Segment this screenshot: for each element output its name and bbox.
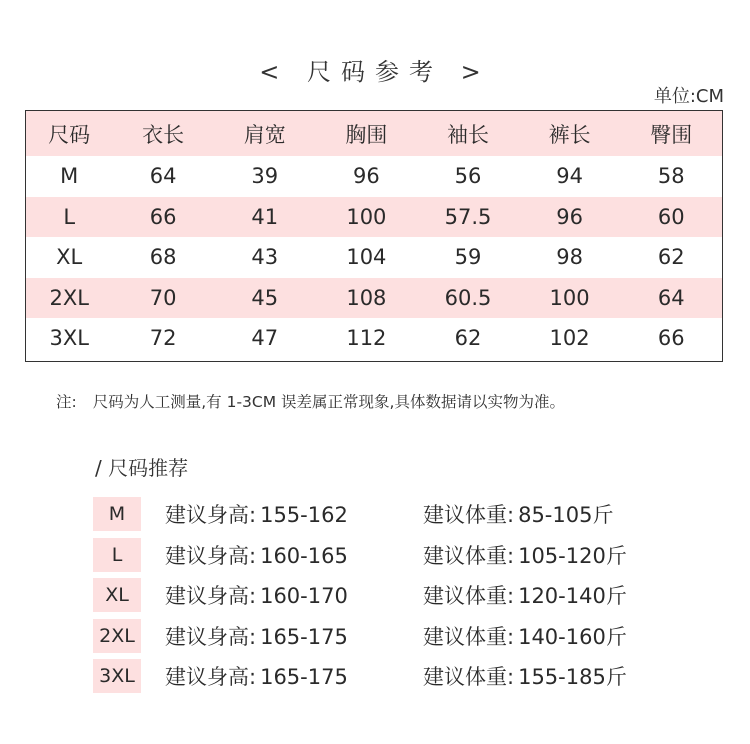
header-cell: 臀围 xyxy=(650,122,693,147)
table-cell: 58 xyxy=(657,164,685,189)
table-cell: 100 xyxy=(346,204,387,229)
weight-value: 85-105斤 xyxy=(518,503,614,528)
weight-value: 155-185斤 xyxy=(518,665,627,690)
recommend-row xyxy=(93,656,713,697)
table-cell: 2XL xyxy=(49,285,89,310)
table-cell: 45 xyxy=(251,285,279,310)
height-label: 建议身高: xyxy=(165,624,257,649)
table-row xyxy=(26,318,722,359)
table-cell: 102 xyxy=(549,326,590,351)
size-badge: 3XL xyxy=(93,659,141,693)
table-cell: 62 xyxy=(454,326,482,351)
table-cell: 64 xyxy=(149,164,177,189)
height-recommendation xyxy=(165,540,423,570)
recommend-row xyxy=(93,616,713,657)
table-cell: 112 xyxy=(346,326,387,351)
weight-value: 105-120斤 xyxy=(518,543,627,568)
table-cell: XL xyxy=(56,245,83,270)
table-cell: 96 xyxy=(556,204,583,229)
weight-label: 建议体重: xyxy=(423,503,515,528)
table-cell: 3XL xyxy=(49,326,89,351)
size-badge: M xyxy=(93,497,141,531)
recommend-title: / 尺码推荐 xyxy=(95,456,189,480)
recommend-row xyxy=(93,575,713,616)
table-cell: 100 xyxy=(549,285,590,310)
height-value: 165-175 xyxy=(260,624,348,649)
header-cell: 裤长 xyxy=(548,122,591,147)
weight-label: 建议体重: xyxy=(423,624,515,649)
note-label: 注: xyxy=(56,393,77,411)
measurement-note xyxy=(56,390,565,412)
table-cell: 60.5 xyxy=(444,285,492,310)
recommend-list xyxy=(93,494,713,697)
table-cell: 64 xyxy=(657,285,685,310)
table-cell: 39 xyxy=(251,164,279,189)
table-cell: 47 xyxy=(251,326,279,351)
height-recommendation xyxy=(165,580,423,610)
table-cell: 96 xyxy=(353,164,380,189)
unit-label: 单位:CM xyxy=(653,86,724,107)
table-cell: 104 xyxy=(346,245,387,270)
size-table xyxy=(25,110,723,362)
weight-value: 120-140斤 xyxy=(518,584,627,609)
weight-label: 建议体重: xyxy=(423,543,515,568)
height-value: 160-170 xyxy=(260,584,348,609)
table-cell: 59 xyxy=(454,245,482,270)
table-header-row xyxy=(26,111,722,156)
weight-recommendation xyxy=(423,621,627,651)
height-label: 建议身高: xyxy=(165,543,257,568)
table-cell: L xyxy=(63,204,76,229)
table-cell: 98 xyxy=(556,245,583,270)
weight-recommendation xyxy=(423,499,613,529)
weight-label: 建议体重: xyxy=(423,584,515,609)
header-cell: 尺码 xyxy=(48,122,91,147)
table-cell: 70 xyxy=(149,285,177,310)
height-recommendation xyxy=(165,621,423,651)
header-cell: 肩宽 xyxy=(243,122,286,147)
height-recommendation xyxy=(165,499,423,529)
table-cell: 94 xyxy=(556,164,583,189)
height-recommendation xyxy=(165,661,423,691)
table-cell: 66 xyxy=(657,326,685,351)
header-cell: 胸围 xyxy=(345,122,388,147)
recommend-row xyxy=(93,494,713,535)
height-label: 建议身高: xyxy=(165,503,257,528)
weight-value: 140-160斤 xyxy=(518,624,627,649)
header-cell: 衣长 xyxy=(142,122,185,147)
height-value: 160-165 xyxy=(260,543,348,568)
weight-recommendation xyxy=(423,580,627,610)
weight-recommendation xyxy=(423,661,627,691)
table-row xyxy=(26,237,722,278)
table-cell: 56 xyxy=(454,164,482,189)
table-cell: 68 xyxy=(149,245,177,270)
table-cell: 62 xyxy=(657,245,685,270)
height-label: 建议身高: xyxy=(165,665,257,690)
height-value: 155-162 xyxy=(260,503,348,528)
note-text: 尺码为人工测量,有 1-3CM 误差属正常现象,具体数据请以实物为准。 xyxy=(92,393,565,411)
recommend-row xyxy=(93,535,713,576)
size-badge: 2XL xyxy=(93,619,141,653)
height-label: 建议身高: xyxy=(165,584,257,609)
table-cell: M xyxy=(60,164,79,189)
page-title: < 尺码参考 > xyxy=(259,58,491,86)
header-cell: 袖长 xyxy=(446,122,489,147)
table-row xyxy=(26,197,722,238)
table-cell: 60 xyxy=(657,204,685,229)
weight-recommendation xyxy=(423,540,627,570)
table-cell: 57.5 xyxy=(444,204,492,229)
table-cell: 43 xyxy=(251,245,279,270)
table-row xyxy=(26,278,722,319)
table-row xyxy=(26,156,722,197)
table-cell: 41 xyxy=(251,204,279,229)
size-badge: L xyxy=(93,538,141,572)
table-cell: 66 xyxy=(149,204,177,229)
weight-label: 建议体重: xyxy=(423,665,515,690)
height-value: 165-175 xyxy=(260,665,348,690)
table-cell: 108 xyxy=(346,285,387,310)
table-cell: 72 xyxy=(149,326,177,351)
size-badge: XL xyxy=(93,578,141,612)
